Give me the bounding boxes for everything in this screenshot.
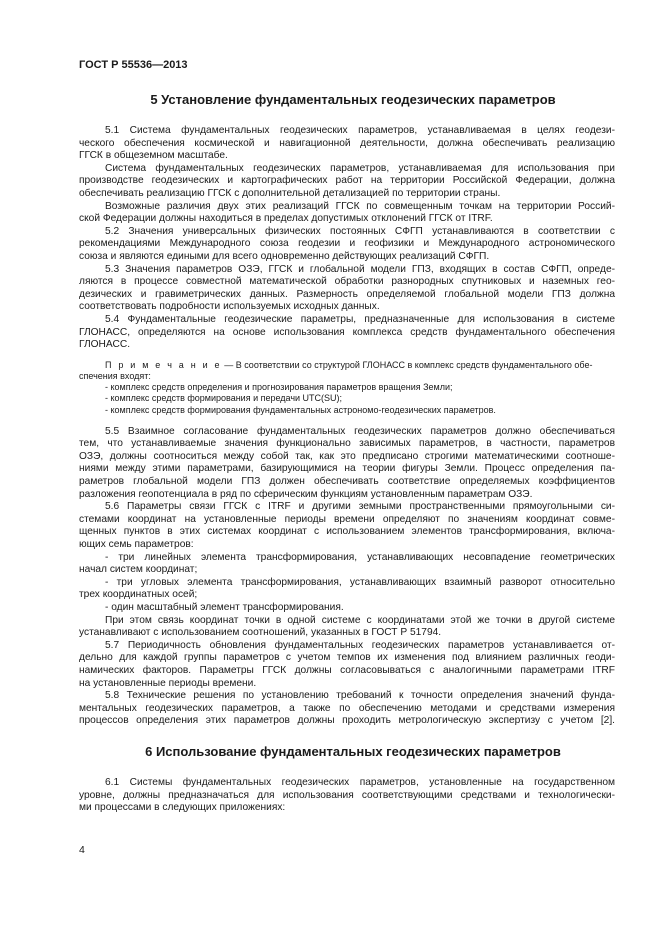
note-first-line: [79, 360, 615, 371]
paragraph-5-1-c: [79, 201, 615, 226]
note-label: П р и м е ч а н и е: [105, 359, 222, 370]
text-line: ляются в процессе совместной математической обработки разнородных спутниковых и наземных гео-: [79, 276, 615, 288]
text-line: 5.8 Технические решения по установлению требований к точности определения значений фунда-: [105, 690, 615, 702]
text-line: дельно для каждой группы параметров с учетом темпов их изменения под влиянием различных геоди-: [79, 652, 615, 664]
note-block: [79, 360, 615, 416]
note-list-item: - комплекс средств формирования и передачи UTC(SU);: [105, 393, 343, 404]
standard-code: ГОСТ Р 55536—2013: [79, 59, 188, 71]
page-number: 4: [79, 844, 85, 856]
paragraph-5-3: [79, 264, 615, 314]
text-line: ГЛОНАСС.: [79, 339, 131, 351]
text-line: 5.5 Взаимное согласование фундаментальных геодезических параметров должно обеспечиваться: [105, 425, 615, 437]
section-5-title: 5 Установление фундаментальных геодезических параметров: [150, 92, 556, 107]
text-line: уровне, должны предназначаться для использования соответствующими средствами и технологически-: [79, 789, 615, 801]
text-line: намических факторов. Параметры ГГСК должны согласовываться с аналогичными параметрами ITRF: [79, 664, 615, 676]
text-line: 5.4 Фундаментальные геодезические параметры, предназначенные для использования в системе: [105, 313, 615, 325]
text-line: разложения геопотенциала в ряд по сферическим функциям установленным параметрам ОЗЭ.: [79, 488, 533, 500]
text-line: ми процессами в следующих приложениях:: [79, 802, 286, 814]
note-list-item: - комплекс средств формирования фундаментальных астрономо-геодезических параметров.: [105, 404, 496, 415]
text-line: ОЗЭ, должны соотноситься между собой так, как это предписано строгими математическими соотноше-: [79, 450, 615, 462]
text-line: раметров глобальной модели ГПЗ должен обеспечивать соответствие определяемых коэффициентов: [79, 476, 615, 488]
list-item-linear-elements: [79, 552, 615, 577]
text-line: начал систем координат;: [79, 564, 198, 576]
paragraph-5-2: [79, 226, 615, 264]
text-line: дезических и гравиметрических данных. Размерность определяемой глобальной модели ГПЗ должна: [79, 288, 615, 300]
text-line: ментальных геодезических параметров, а также по обеспечению методами и средствами измерения: [79, 702, 615, 714]
paragraph-5-6: [79, 501, 615, 551]
text-line: - три линейных элемента трансформирования, устанавливающих несовпадение геометрических: [105, 551, 615, 563]
text-line: ющих семь параметров:: [79, 539, 194, 551]
paragraph-5-5: [79, 426, 615, 502]
text-line: 6.1 Системы фундаментальных геодезических параметров, установленные на государственном: [105, 776, 615, 788]
text-line: рекомендациями Международного союза геодезии и геофизики и Международного астрономического: [79, 238, 615, 250]
text-line: ческого обеспечения космической и навигационной деятельности, должна обеспечивать реализацию: [79, 137, 615, 149]
paragraph-5-6-b: [79, 615, 615, 640]
text-line: на установленные периоды времени.: [79, 677, 257, 689]
text-line: ниями между этими параметрами, базирующимися на теории фигуры Земли. Процесс определения па-: [79, 463, 615, 475]
paragraph-5-1-b: [79, 163, 615, 201]
paragraph-5-1: [79, 125, 615, 163]
text-line: устанавливают с использованием соотношений, указанных в ГОСТ Р 51794.: [79, 627, 442, 639]
note-line: спечения входят:: [79, 370, 151, 381]
text-line: 5.7 Периодичность обновления фундаментальных геодезических параметров устанавливается от-: [105, 639, 615, 651]
text-line: Система фундаментальных геодезических параметров, устанавливаемая для использования при: [105, 162, 615, 174]
text-line: - один масштабный элемент трансформирования.: [105, 602, 344, 614]
text-line: соответствовать подробности используемых исходных данных.: [79, 301, 380, 313]
text-line: процессов определения этих параметров должны проходить метрологическую экспертизу с учетом [2].: [79, 715, 615, 727]
note-text: — В соответствии со структурой ГЛОНАСС в комплекс средств фундаментального обе-: [221, 359, 593, 370]
note-list-item: - комплекс средств определения и прогнозирования параметров вращения Земли;: [105, 382, 453, 393]
text-line: ГГСК в общеземном масштабе.: [79, 150, 228, 162]
text-line: щенных пунктов в этих системах координат с использованием элементов трансформирования, включа-: [79, 526, 615, 538]
text-line: тем, что устанавливаемые значения функционально зависимых параметров, в частности, параметров: [79, 438, 615, 450]
paragraph-5-8: [79, 690, 615, 728]
text-line: стемами координат на установленные периоды времени определяют по значениям координат совме-: [79, 513, 615, 525]
text-line: производстве геодезических и картографических работ на территории Российской Федерации, должна: [79, 175, 615, 187]
text-line: ГЛОНАСС, определяются на основе использования комплекса средств фундаментального обеспечения: [79, 326, 615, 338]
text-line: 5.6 Параметры связи ГГСК с ITRF и другими земными пространственными прямоугольными си-: [105, 501, 615, 513]
text-line: обеспечивать реализацию ГГСК с дополнительной детализацией по территории страны.: [79, 187, 501, 199]
text-line: трех координатных осей;: [79, 589, 198, 601]
text-line: - три угловых элемента трансформирования, устанавливающих взаимный разворот относительно: [105, 576, 615, 588]
text-line: При этом связь координат точки в одной системе с координатами этой же точки в другой системе: [105, 614, 615, 626]
text-line: ской Федерации должны находиться в пределах допустимых отклонений ГГСК от ITRF.: [79, 213, 493, 225]
paragraph-6-1: [79, 777, 615, 815]
text-line: союза и являются едиными для всего одновременно действующих реализаций СФГП.: [79, 250, 490, 262]
text-line: Возможные различия двух этих реализаций ГГСК по совмещенным точкам на территории Россий-: [105, 200, 615, 212]
text-line: 5.2 Значения универсальных физических постоянных СФГП устанавливаются в соответствии с: [105, 225, 615, 237]
paragraph-5-7: [79, 640, 615, 690]
list-item-angular-elements: [79, 577, 615, 602]
list-item-scale-element: [79, 602, 615, 615]
paragraph-5-4: [79, 314, 615, 352]
section-6-title: 6 Использование фундаментальных геодезических параметров: [145, 743, 561, 759]
text-line: 5.3 Значения параметров ОЗЭ, ГГСК и глобальной модели ГПЗ, входящих в состав СФГП, опреде-: [105, 263, 615, 275]
text-line: 5.1 Система фундаментальных геодезических параметров, устанавливаемая в целях геодези-: [105, 125, 615, 136]
